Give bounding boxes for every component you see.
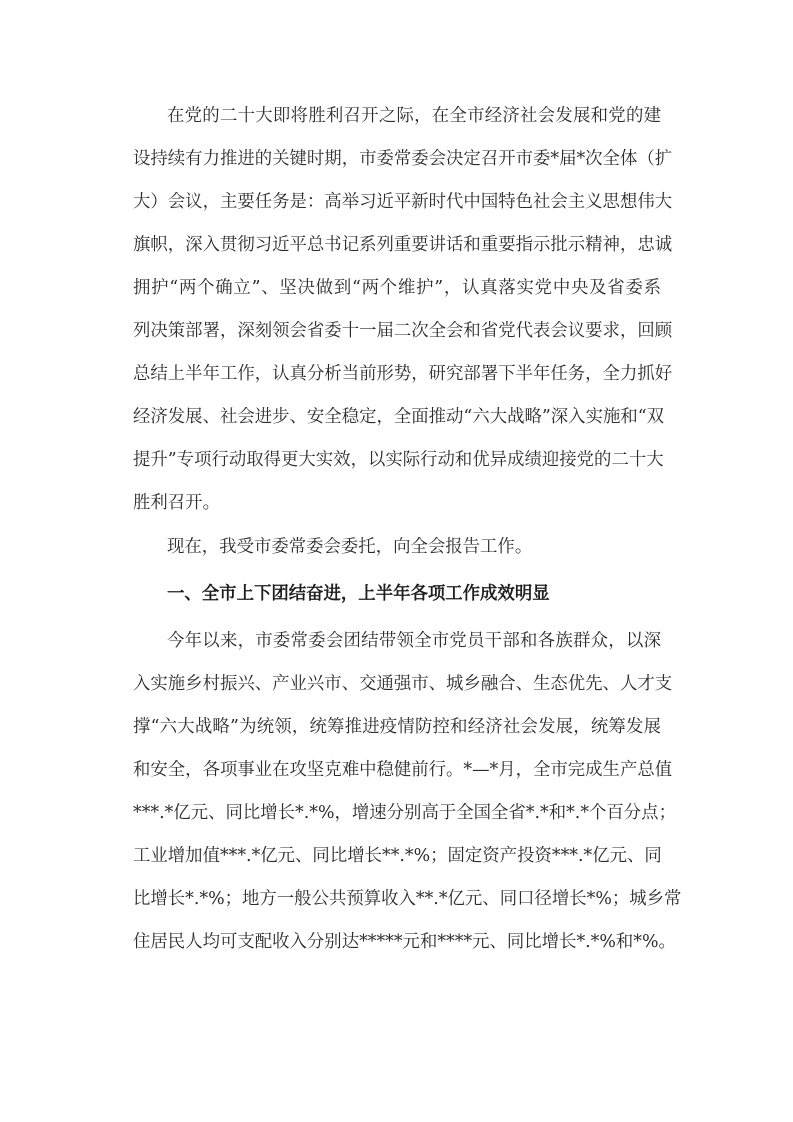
text-line: 今年以来，市委常委会团结带领全市党员干部和各族群众，以深 — [167, 631, 661, 651]
text-line: 入实施乡村振兴、产业兴市、交通强市、城乡融合、生态优先、人才支 — [133, 674, 673, 694]
text-line: 大）会议，主要任务是：高举习近平新时代中国特色社会主义思想伟大 — [133, 192, 673, 212]
text-line: 住居民人均可支配收入分别达*****元和****元、同比增长*.*%和*%。 — [133, 932, 676, 952]
intro-paragraph — [133, 102, 673, 532]
text-line: 在党的二十大即将胜利召开之际，在全市经济社会发展和党的建 — [167, 106, 661, 126]
report-paragraph — [133, 533, 661, 576]
text-line: 列决策部署，深刻领会省委十一届二次全会和省党代表会议要求，回顾 — [133, 321, 673, 341]
text-line: 经济发展、社会进步、安全稳定，全面推动“六大战略”深入实施和“双 — [133, 407, 665, 427]
text-line: 工业增加值***.*亿元、同比增长**.*%；固定资产投资***.*亿元、同 — [133, 846, 662, 866]
text-line: 胜利召开。 — [133, 493, 220, 513]
section-heading-block — [133, 580, 661, 623]
text-line: 现在，我受市委常委会委托，向全会报告工作。 — [167, 537, 533, 557]
section-heading: 一、全市上下团结奋进，上半年各项工作成效明显 — [167, 584, 550, 604]
text-line: 提升”专项行动取得更大实效，以实际行动和优异成绩迎接党的二十大 — [133, 450, 664, 470]
text-line: 拥护“两个确立”、坚决做到“两个维护”，认真落实党中央及省委系 — [133, 278, 661, 298]
text-line: 旗帜，深入贯彻习近平总书记系列重要讲话和重要指示批示精神，忠诚 — [133, 235, 673, 255]
text-line: ***.*亿元、同比增长*.*%，增速分别高于全国全省*.*和*.*个百分点； — [133, 803, 676, 823]
summary-paragraph — [133, 627, 682, 971]
text-line: 设持续有力推进的关键时期，市委常委会决定召开市委*届*次全体（扩 — [133, 149, 673, 169]
text-line: 比增长*.*%；地方一般公共预算收入**.*亿元、同口径增长*%；城乡常 — [133, 889, 682, 909]
text-line: 和安全，各项事业在攻坚克难中稳健前行。*—*月，全市完成生产总值 — [133, 760, 673, 780]
document-page — [133, 102, 682, 971]
text-line: 总结上半年工作，认真分析当前形势，研究部署下半年任务，全力抓好 — [133, 364, 673, 384]
text-line: 撑“六大战略”为统领，统筹推进疫情防控和经济社会发展，统筹发展 — [133, 717, 661, 737]
